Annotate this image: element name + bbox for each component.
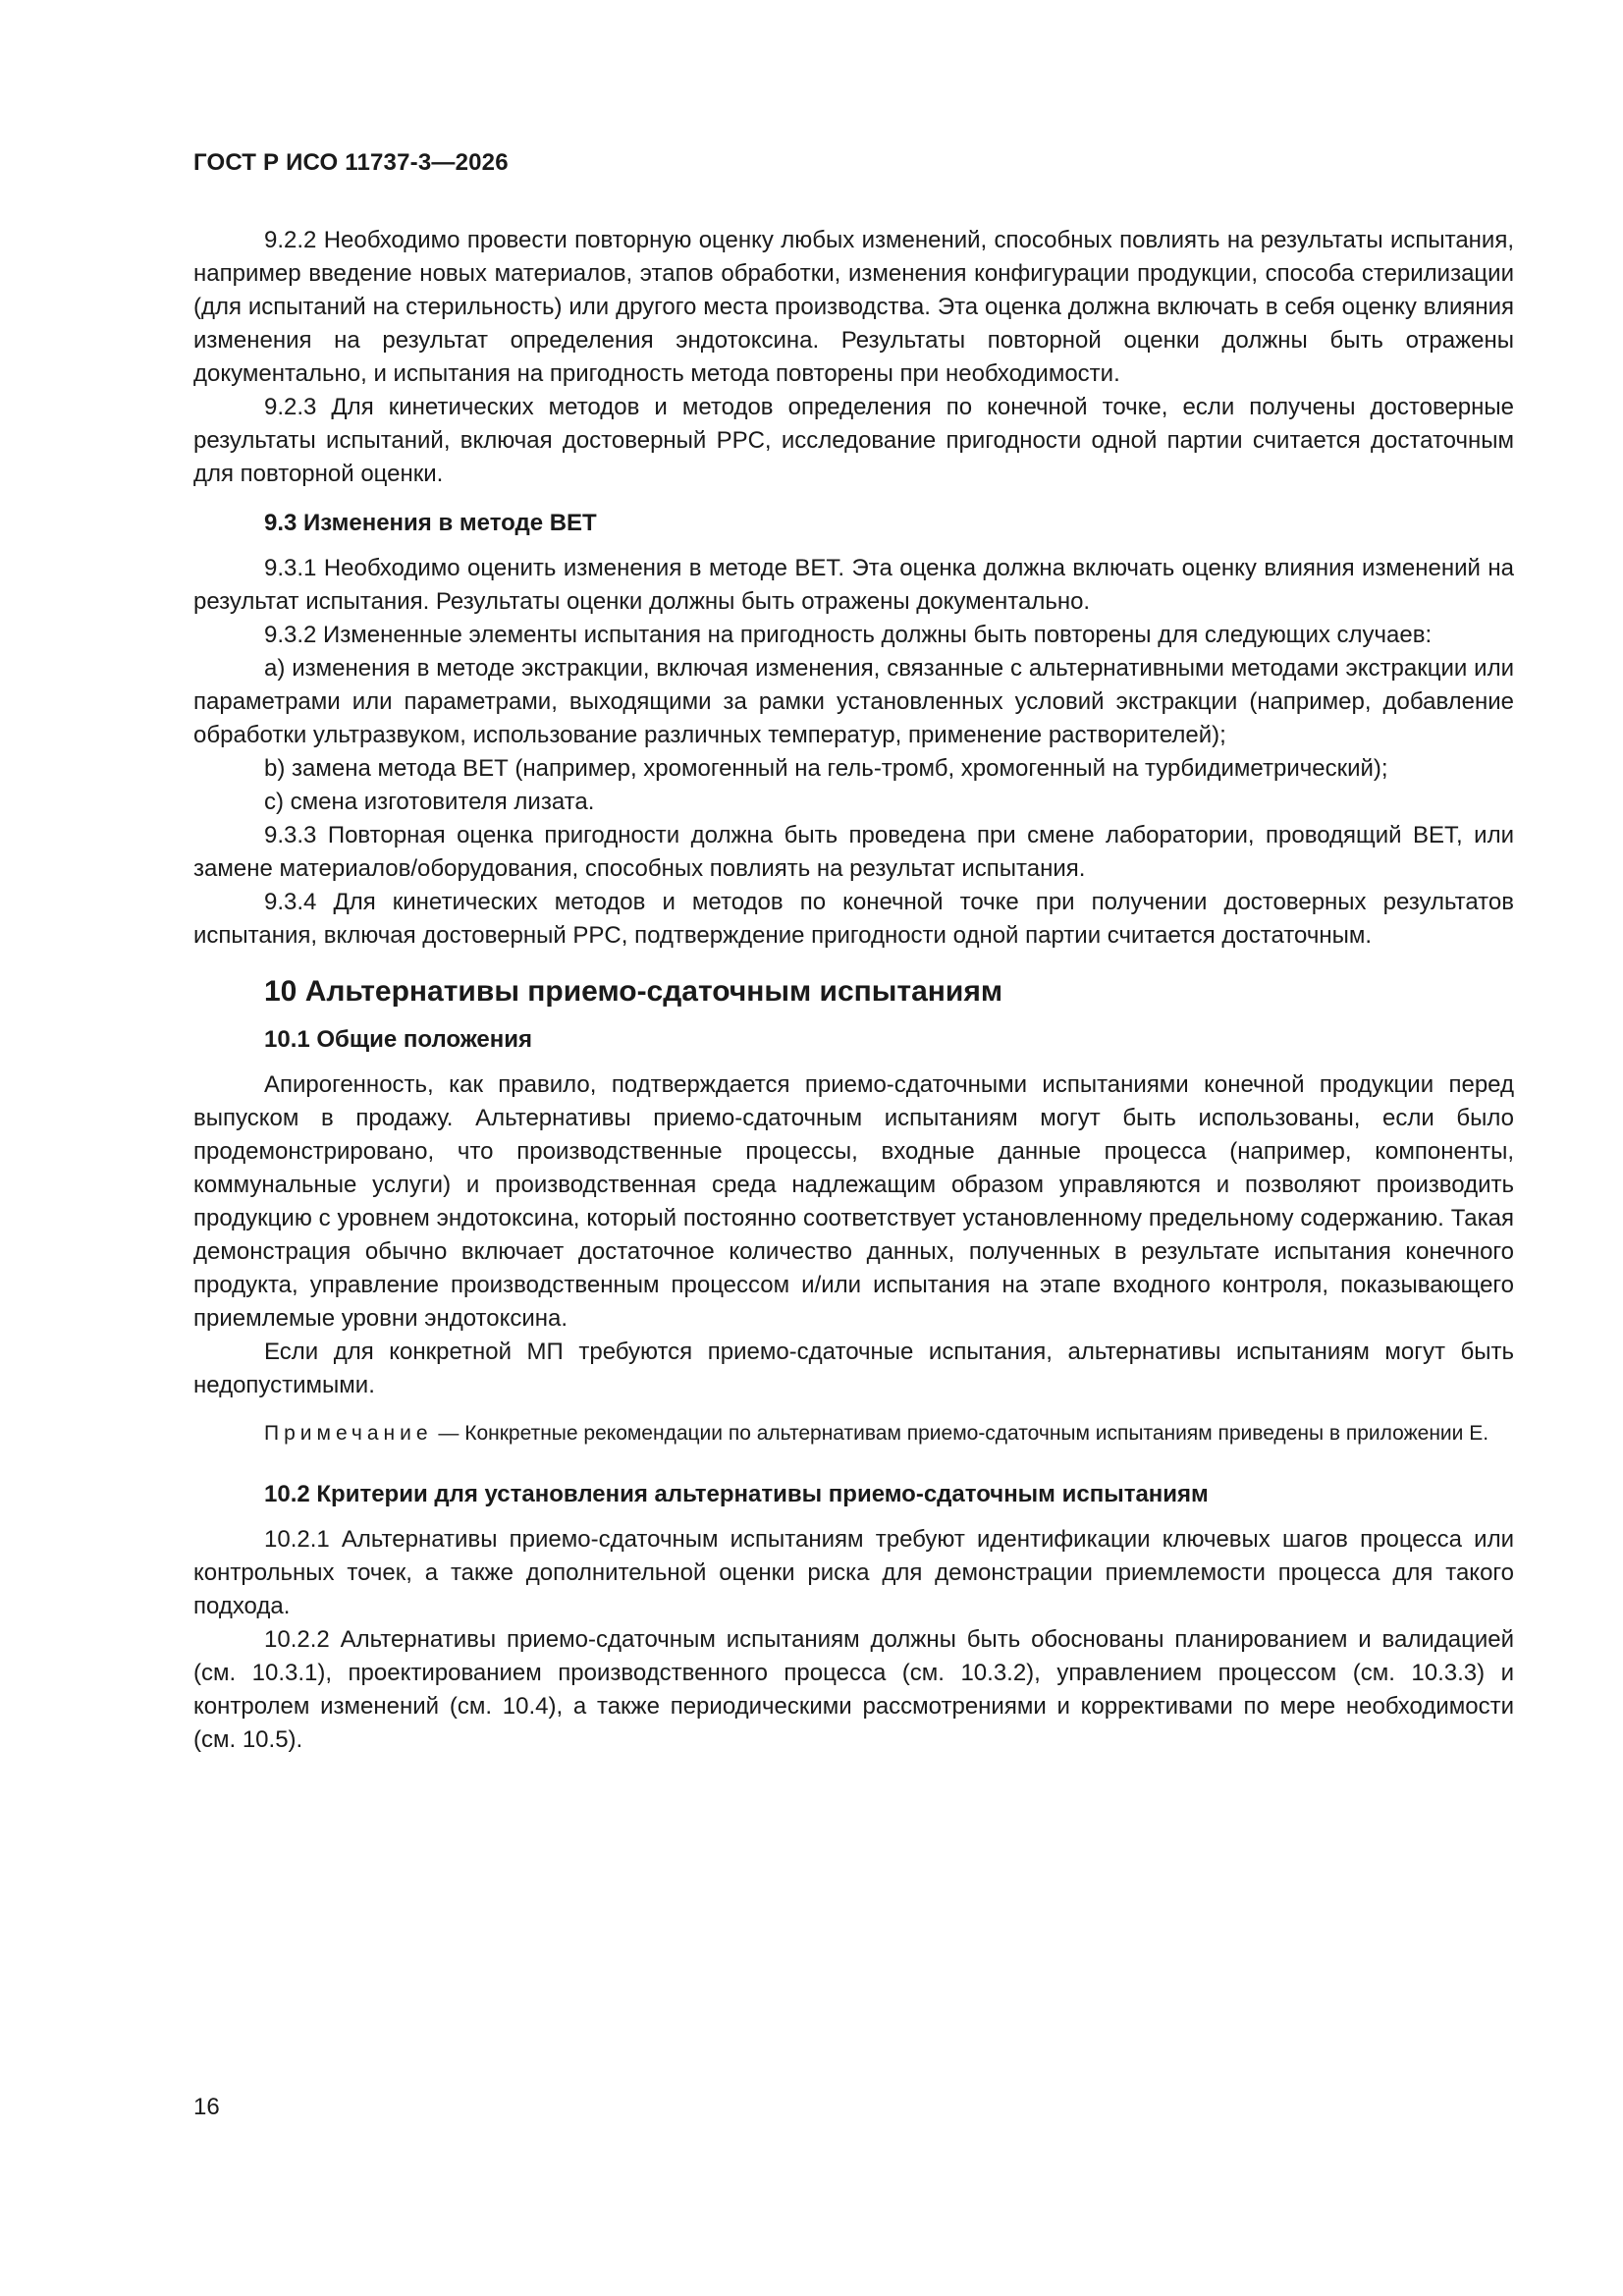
paragraph-9-3-3: 9.3.3 Повторная оценка пригодности должна быть проведена при смене лаборатории, проводящий ВЕТ, или замене материалов/оборудования, способных повлиять на результат испытания. xyxy=(193,822,1514,882)
paragraph-9-3-1: 9.3.1 Необходимо оценить изменения в методе ВЕТ. Эта оценка должна включать оценку влияния изменений на результат испытания. Результаты оценки должны быть отражены документально. xyxy=(193,555,1514,615)
note xyxy=(193,1418,1514,1449)
paragraph-10-1-general: Апирогенность, как правило, подтверждается приемо-сдаточными испытаниями конечной продукции перед выпуском в продажу. Альтернативы приемо-сдаточным испытаниям могут быть использованы, если было продемонстрировано, что производственные процессы, входные данные процесса (например, компоненты, коммунальные услуги) и производственная среда надлежащим образом управляются и позволяют производить продукцию с уровнем эндотоксина, который постоянно соответствует установленному предельному содержанию. Такая демонстрация обычно включает достаточное количество данных, полученных в результате испытания конечного продукта, управление производственным процессом и/или испытания на этапе входного контроля, показывающего приемлемые уровни эндотоксина. xyxy=(193,1071,1514,1332)
page-number: 16 xyxy=(193,2094,220,2120)
page-content xyxy=(193,224,1514,1757)
document-code-header: ГОСТ Р ИСО 11737-3—2026 xyxy=(193,149,509,176)
paragraph-10-2-2: 10.2.2 Альтернативы приемо-сдаточным испытаниям должны быть обоснованы планированием и валидацией (см. 10.3.1), проектированием производственного процесса (см. 10.3.2), управлением процессом (см. 10.3.3) и контролем изменений (см. 10.4), а также периодическими рассмотрениями и коррективами по мере необходимости (см. 10.5). xyxy=(193,1626,1514,1753)
paragraph-10-1-medical-device: Если для конкретной МП требуются приемо-сдаточные испытания, альтернативы испытаниям могут быть недопустимыми. xyxy=(193,1339,1514,1398)
note-label: Примечание xyxy=(264,1422,433,1445)
paragraph-9-3-2: 9.3.2 Измененные элементы испытания на пригодность должны быть повторены для следующих случаев: xyxy=(264,622,1433,648)
heading-9-3: 9.3 Изменения в методе ВЕТ xyxy=(264,510,597,536)
heading-10-1: 10.1 Общие положения xyxy=(264,1026,533,1053)
paragraph-9-2-3: 9.2.3 Для кинетических методов и методов определения по конечной точке, если получены достоверные результаты испытаний, включая достоверный PPC, исследование пригодности одной партии считается достаточным для повторной оценки. xyxy=(193,394,1514,487)
note-text: — Конкретные рекомендации по альтернативам приемо-сдаточным испытаниям приведены в приложении Е. xyxy=(432,1422,1489,1445)
paragraph-10-2-1: 10.2.1 Альтернативы приемо-сдаточным испытаниям требуют идентификации ключевых шагов процесса или контрольных точек, а также дополнительной оценки риска для демонстрации приемлемости процесса для такого подхода. xyxy=(193,1526,1514,1619)
paragraph-9-3-4: 9.3.4 Для кинетических методов и методов по конечной точке при получении достоверных результатов испытания, включая достоверный PPC, подтверждение пригодности одной партии считается достаточным. xyxy=(193,889,1514,949)
heading-10-2: 10.2 Критерии для установления альтернативы приемо-сдаточным испытаниям xyxy=(264,1481,1209,1507)
list-item-c: c) смена изготовителя лизата. xyxy=(264,789,595,815)
paragraph-9-2-2: 9.2.2 Необходимо провести повторную оценку любых изменений, способных повлиять на результаты испытания, например введение новых материалов, этапов обработки, изменения конфигурации продукции, способа стерилизации (для испытаний на стерильность) или другого места производства. Эта оценка должна включать в себя оценку влияния изменения на результат определения эндотоксина. Результаты повторной оценки должны быть отражены документально, и испытания на пригодность метода повторены при необходимости. xyxy=(193,227,1514,387)
list-item-b: b) замена метода ВЕТ (например, хромогенный на гель-тромб, хромогенный на турбидиметрический); xyxy=(264,755,1388,782)
section-heading-10: 10 Альтернативы приемо-сдаточным испытаниям xyxy=(264,975,1003,1008)
list-item-a: a) изменения в методе экстракции, включая изменения, связанные с альтернативными методами экстракции или параметрами или параметрами, выходящими за рамки установленных условий экстракции (например, добавление обработки ультразвуком, использование различных температур, применение растворителей); xyxy=(193,655,1514,748)
